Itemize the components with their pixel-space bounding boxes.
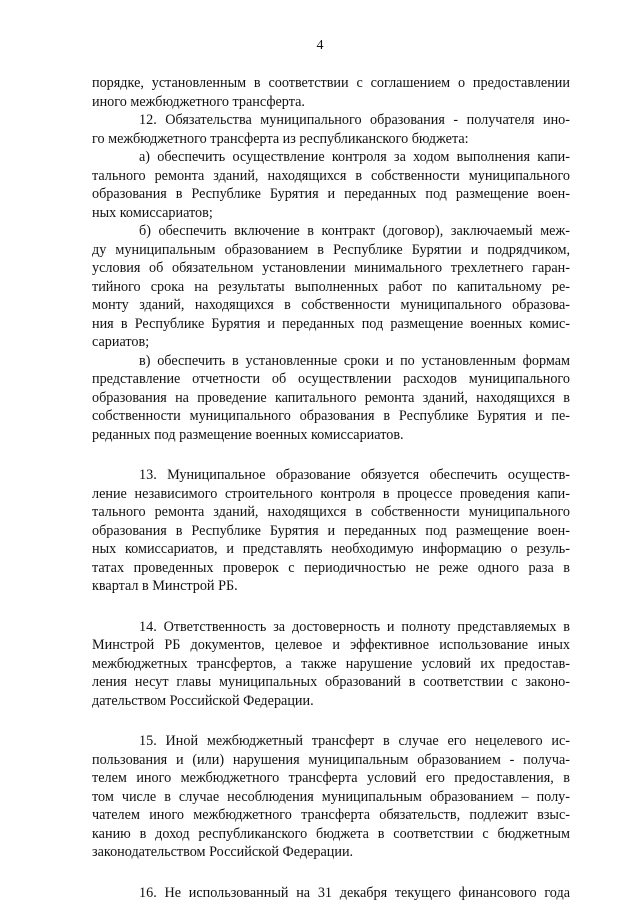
text-line: тального ремонта зданий, находящихся в собственности муниципального (92, 167, 570, 184)
text-line: ду муниципальным образованием в Республике Бурятии и подрядчиком, (92, 241, 570, 258)
paragraph-15 (92, 732, 570, 862)
text-line: ных комиссариатов; (92, 204, 213, 221)
text-line: том числе в случае несоблюдения муниципальным образованием – полу- (92, 788, 570, 805)
text-line: образования на проведение капитального ремонта зданий, находящихся в (92, 389, 570, 406)
text-line: ления несут главы муниципальных образований в соответствии с законо- (92, 674, 570, 690)
text-line: 14. Ответственность за достоверность и полноту представляемых в (139, 618, 570, 635)
text-line: образования в Республике Бурятия и переданных под размещение воен- (92, 522, 570, 539)
text-line: 13. Муниципальное образование обязуется обеспечить осуществ- (139, 467, 570, 483)
text-line: иного межбюджетного трансферта. (92, 93, 305, 110)
text-line: б) обеспечить включение в контракт (договор), заключаемый меж- (139, 223, 570, 239)
paragraph-gap (92, 444, 570, 466)
paragraph-13 (92, 466, 570, 596)
paragraph-12v (92, 352, 570, 445)
text-line: тийного срока на результаты выполненных работ по капитальному ре- (92, 278, 570, 295)
text-line: реданных под размещение военных комиссариатов. (92, 426, 404, 443)
text-line: собственности муниципального образования в Республике Бурятия и пе- (92, 408, 570, 424)
text-line: канию в доход республиканского бюджета в соответствии с бюджетным (92, 825, 570, 842)
text-line: ление независимого строительного контроля в процессе проведения капи- (92, 485, 570, 502)
text-line: телем иного межбюджетного трансферта условий его предоставления, в (92, 770, 570, 786)
document-body (92, 74, 570, 902)
text-line: татах проведенных проверок с периодичностью не реже одного раза в (92, 559, 570, 576)
text-line: 16. Не использованный на 31 декабря текущего финансового года (139, 884, 570, 901)
text-line: межбюджетных трансфертов, а также нарушение условий их предостав- (92, 655, 570, 672)
paragraph-12a (92, 148, 570, 222)
text-line: чателем иного межбюджетного трансферта обязательств, подлежит взыс- (92, 807, 570, 823)
text-line: образования в Республике Бурятия и переданных под размещение воен- (92, 186, 570, 202)
text-line: а) обеспечить осуществление контроля за ходом выполнения капи- (139, 149, 570, 165)
text-line: Минстрой РБ документов, целевое и эффективное использование иных (92, 637, 570, 653)
paragraph-continuation (92, 74, 570, 111)
paragraph-16 (92, 884, 570, 903)
text-line: ния в Республике Бурятия и переданных под размещение военных комис- (92, 315, 570, 332)
text-line: 15. Иной межбюджетный трансферт в случае его нецелевого ис- (139, 733, 570, 749)
paragraph-12b (92, 222, 570, 352)
paragraph-gap (92, 596, 570, 618)
paragraph-gap (92, 710, 570, 732)
paragraph-14 (92, 618, 570, 711)
text-line: ных комиссариатов, и представлять необходимую информацию о резуль- (92, 541, 570, 557)
text-line: тального ремонта зданий, находящихся в собственности муниципального (92, 504, 570, 520)
text-line: в) обеспечить в установленные сроки и по установленным формам (139, 352, 570, 369)
paragraph-12 (92, 111, 570, 148)
text-line: условия об обязательном установлении минимального трехлетнего гаран- (92, 260, 570, 276)
text-line: монту зданий, находящихся в собственности муниципального образова- (92, 297, 570, 313)
page-number: 4 (316, 38, 324, 53)
text-line: 12. Обязательства муниципального образования - получателя ино- (139, 112, 570, 128)
text-line: законодательством Российской Федерации. (92, 844, 354, 860)
text-line: сариатов; (92, 334, 150, 350)
text-line: го межбюджетного трансферта из республиканского бюджета: (92, 130, 469, 147)
text-line: представление отчетности об осуществлении расходов муниципального (92, 371, 570, 387)
paragraph-gap (92, 862, 570, 884)
text-line: квартал в Минстрой РБ. (92, 578, 238, 594)
text-line: дательством Российской Федерации. (92, 692, 314, 709)
text-line: пользования и (или) нарушения муниципальным образованием - получа- (92, 751, 570, 768)
text-line: порядке, установленным в соответствии с соглашением о предоставлении (92, 75, 570, 91)
